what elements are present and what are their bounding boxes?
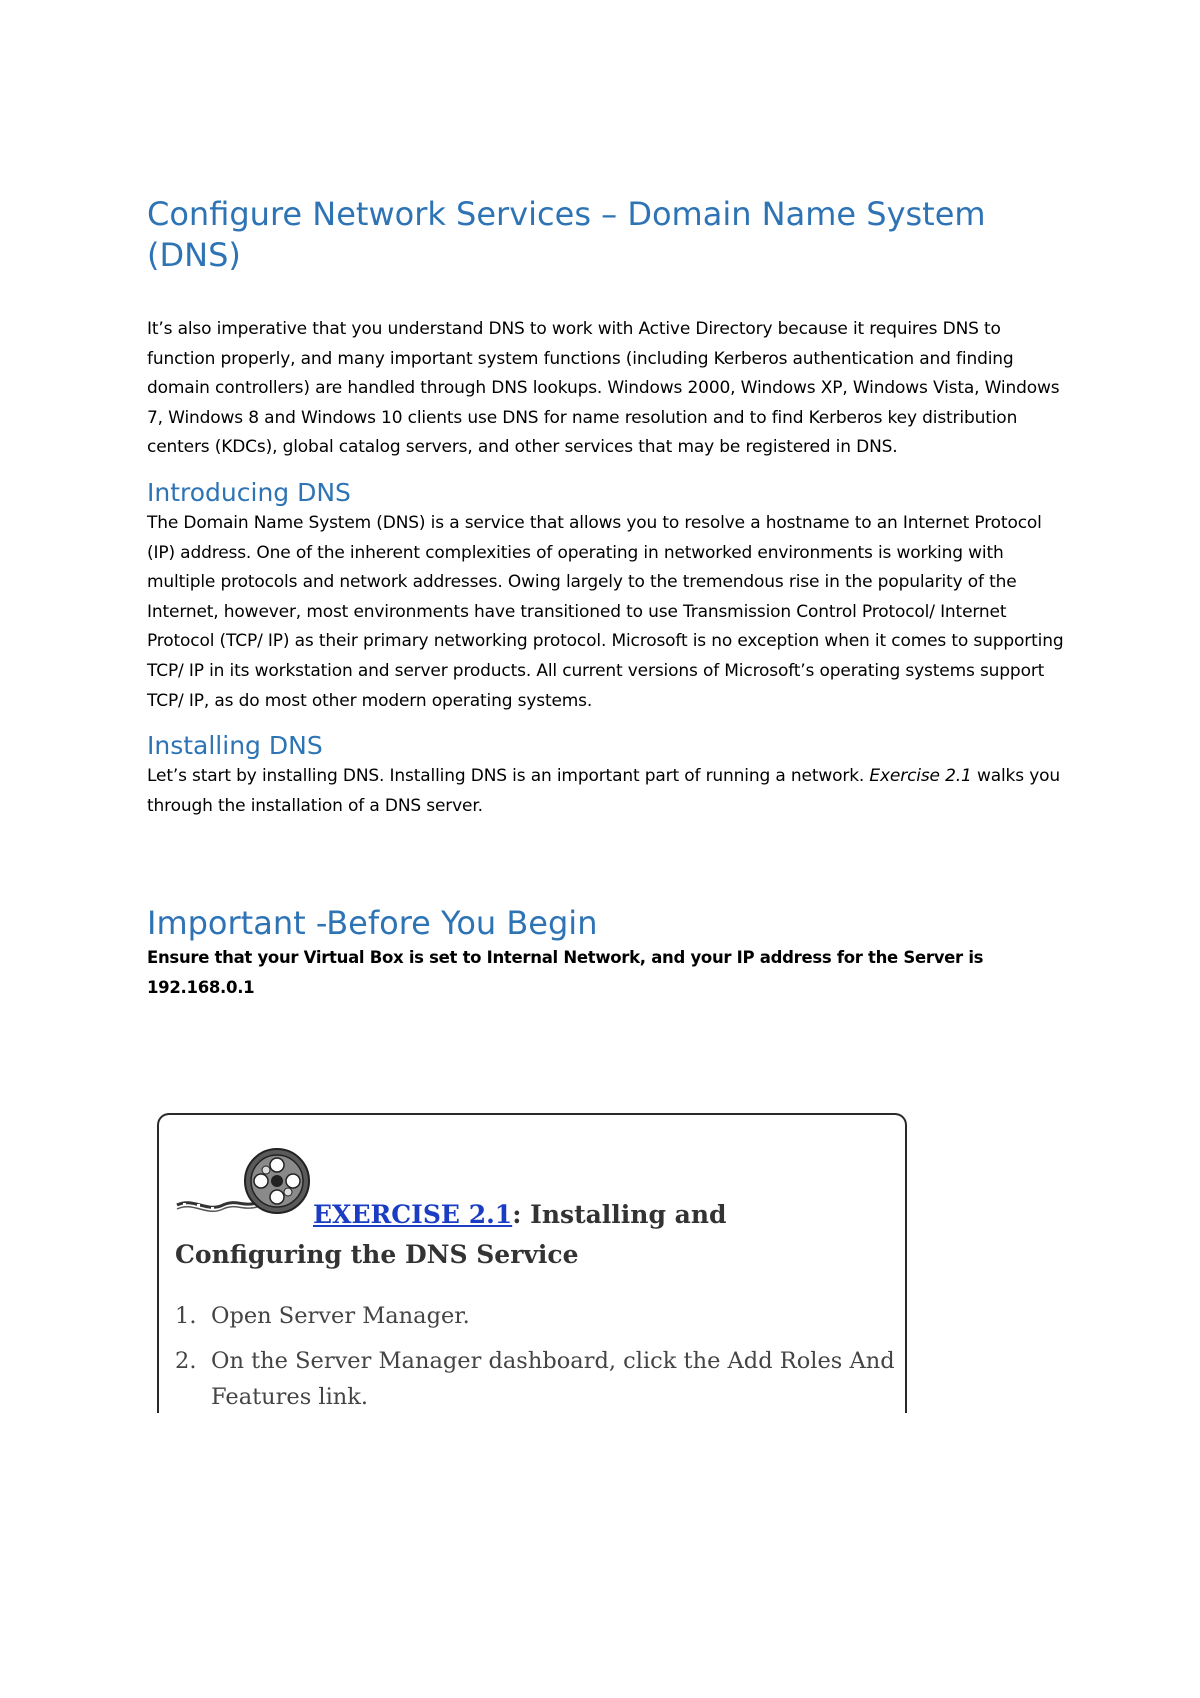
document-body [147, 194, 1067, 1002]
exercise-step [175, 1298, 895, 1334]
step-text: On the Server Manager dashboard, click the Add Roles And Features link. [211, 1348, 895, 1410]
step-text: Open Server Manager. [211, 1303, 470, 1329]
step-number: 2. [175, 1348, 197, 1374]
installing-dns-heading: Installing DNS [147, 731, 323, 761]
exercise-link[interactable]: EXERCISE 2.1 [313, 1200, 513, 1229]
installing-text-after: walks you through the installation of a DNS server. [147, 766, 1060, 816]
exercise-title [175, 1195, 875, 1275]
page-title: Configure Network Services – Domain Name System (DNS) [147, 195, 986, 274]
exercise-reference: Exercise 2.1 [869, 766, 972, 787]
important-note: Ensure that your Virtual Box is set to Internal Network, and your IP address for the Server is 192.168.0.1 [147, 948, 984, 997]
installing-text-before: Let’s start by installing DNS. Installing DNS is an important part of running a network. [147, 766, 870, 787]
exercise-title-part1: : Installing and [512, 1200, 727, 1229]
introducing-dns-paragraph: The Domain Name System (DNS) is a service that allows you to resolve a hostname to an Internet Protocol (IP) address. One of the inherent complexities of operating in networked environments is working with multiple protocols and network addresses. Owing largely to the tremendous rise in the popularity of the Internet, however, most environments have transitioned to use Transmission Control Protocol/ Internet Protocol (TCP/ IP) as their primary networking protocol. Microsoft is no exception when it comes to supporting TCP/ IP in its workstation and server products. All current versions of Microsoft’s operating systems support TCP/ IP, as do most other modern operating systems. [147, 512, 1064, 711]
important-heading: Important -Before You Begin [147, 904, 598, 943]
exercise-screenshot [157, 1113, 907, 1413]
exercise-step [175, 1343, 895, 1413]
exercise-steps [175, 1298, 895, 1413]
exercise-title-part2: Configuring the DNS Service [175, 1240, 579, 1269]
step-number: 1. [175, 1303, 197, 1329]
installing-dns-paragraph [147, 762, 1067, 821]
introducing-dns-heading: Introducing DNS [147, 477, 351, 507]
intro-paragraph: It’s also imperative that you understand DNS to work with Active Directory because it requires DNS to function properly, and many important system functions (including Kerberos authentication and finding domain controllers) are handled through DNS lookups. Windows 2000, Windows XP, Windows Vista, Windows 7, Windows 8 and Windows 10 clients use DNS for name resolution and to find Kerberos key distribution centers (KDCs), global catalog servers, and other services that may be registered in DNS. [147, 319, 1060, 458]
